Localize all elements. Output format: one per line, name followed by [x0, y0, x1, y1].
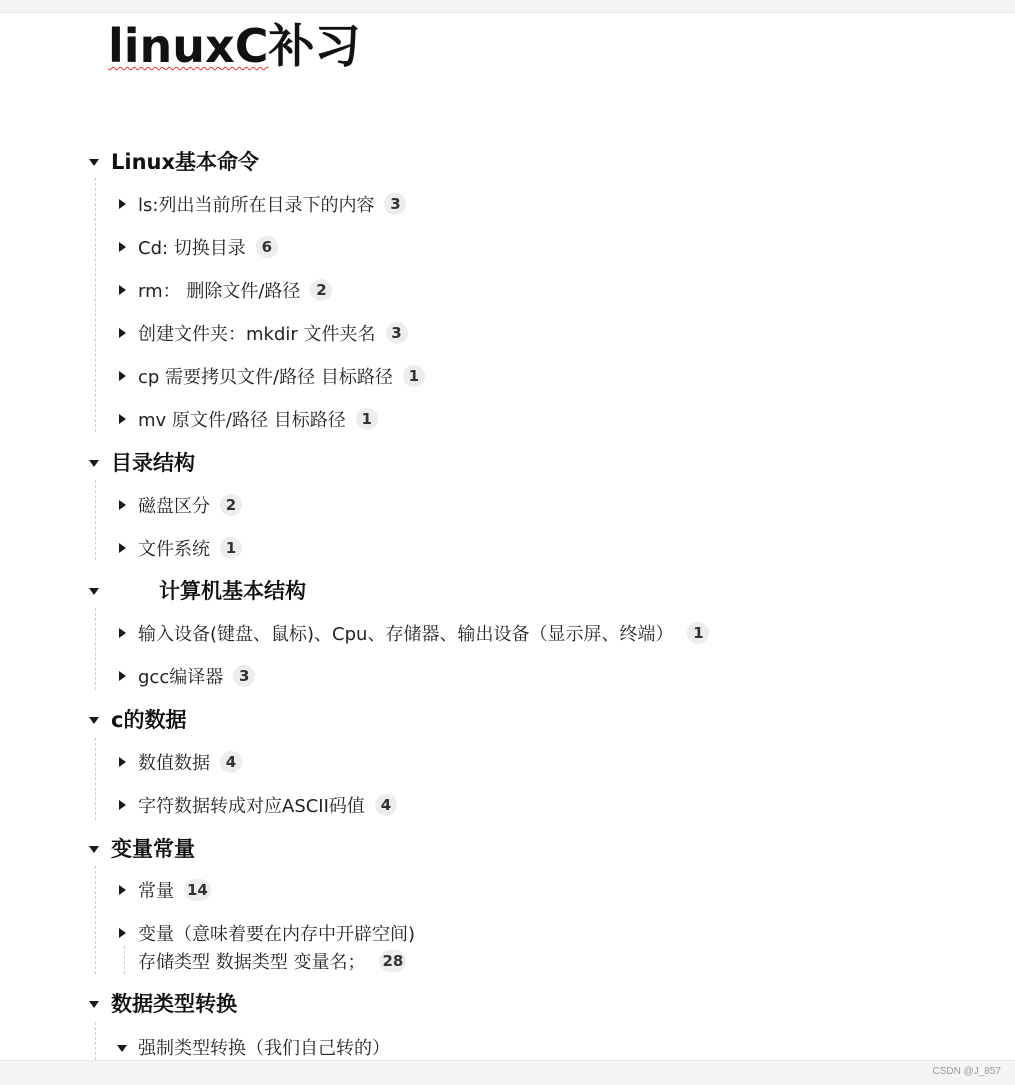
child-count-badge: 3: [233, 665, 255, 687]
child-count-badge: 1: [220, 537, 242, 559]
caret-right-icon[interactable]: [119, 928, 126, 938]
caret-down-icon[interactable]: [89, 588, 99, 595]
list-item[interactable]: [119, 876, 211, 904]
caret-right-icon[interactable]: [119, 199, 126, 209]
tree-guide-line: [95, 178, 96, 432]
caret-down-icon[interactable]: [89, 717, 99, 724]
section-label: 目录结构: [111, 451, 195, 475]
caret-right-icon[interactable]: [119, 543, 126, 553]
caret-right-icon[interactable]: [119, 328, 126, 338]
child-count-badge: 1: [403, 365, 425, 387]
title-suffix: 补习: [268, 19, 361, 73]
item-continuation-text: 存储类型 数据类型 变量名；: [138, 952, 366, 973]
caret-right-icon[interactable]: [119, 285, 126, 295]
list-item[interactable]: [119, 362, 425, 390]
list-item[interactable]: [119, 619, 709, 647]
tree-guide-line: [95, 480, 96, 560]
section-variables-constants[interactable]: [89, 833, 195, 863]
bottom-status-strip: [0, 1060, 1015, 1085]
list-item[interactable]: [119, 319, 408, 347]
child-count-badge: 4: [375, 794, 397, 816]
title-linuxc: linuxC: [108, 19, 269, 73]
caret-down-icon[interactable]: [89, 1001, 99, 1008]
child-count-badge: 6: [256, 236, 278, 258]
tree-guide-line: [95, 1022, 96, 1060]
item-label: gcc编译器: [138, 667, 224, 688]
item-label: 创建文件夹：mkdir 文件夹名: [138, 324, 376, 345]
list-item[interactable]: [119, 748, 242, 776]
list-item-continuation: [138, 948, 406, 974]
caret-down-icon[interactable]: [89, 846, 99, 853]
list-item[interactable]: [119, 491, 242, 519]
section-computer-structure[interactable]: [89, 575, 306, 605]
caret-down-icon[interactable]: [89, 460, 99, 467]
list-item[interactable]: [119, 791, 397, 819]
tree-guide-line: [95, 866, 96, 974]
list-item[interactable]: [119, 919, 415, 947]
list-item[interactable]: [119, 405, 378, 433]
item-label: 强制类型转换（我们自己转的）: [138, 1038, 390, 1059]
caret-right-icon[interactable]: [119, 885, 126, 895]
section-label: Linux基本命令: [111, 150, 260, 174]
caret-right-icon[interactable]: [119, 757, 126, 767]
section-label: 变量常量: [111, 837, 195, 861]
section-label: c的数据: [111, 708, 187, 732]
section-c-data[interactable]: [89, 704, 186, 734]
child-count-badge: 14: [184, 879, 211, 901]
caret-right-icon[interactable]: [119, 671, 126, 681]
item-label: Cd: 切换目录: [138, 238, 246, 259]
list-item[interactable]: [119, 276, 332, 304]
child-count-badge: 1: [687, 622, 709, 644]
item-continuation-guide: [124, 946, 125, 974]
item-label: 输入设备(键盘、鼠标)、Cpu、存储器、输出设备（显示屏、终端）: [138, 624, 674, 645]
child-count-badge: 28: [379, 950, 406, 972]
list-item[interactable]: [119, 233, 278, 261]
child-count-badge: 4: [220, 751, 242, 773]
caret-right-icon[interactable]: [119, 800, 126, 810]
child-count-badge: 2: [220, 494, 242, 516]
caret-right-icon[interactable]: [119, 414, 126, 424]
child-count-badge: 2: [310, 279, 332, 301]
item-label: cp 需要拷贝文件/路径 目标路径: [138, 367, 393, 388]
section-label: 数据类型转换: [111, 992, 237, 1016]
caret-down-icon[interactable]: [117, 1045, 127, 1052]
top-toolbar-strip: [0, 0, 1015, 13]
item-label: 字符数据转成对应ASCII码值: [138, 796, 365, 817]
section-linux-commands[interactable]: [89, 146, 259, 176]
item-label: ls:列出当前所在目录下的内容: [138, 195, 375, 216]
page-title: [108, 14, 360, 78]
caret-right-icon[interactable]: [119, 628, 126, 638]
child-count-badge: 3: [386, 322, 408, 344]
child-count-badge: 1: [356, 408, 378, 430]
child-count-badge: 3: [384, 193, 406, 215]
tree-guide-line: [95, 608, 96, 690]
watermark: CSDN @J_857: [932, 1066, 1001, 1077]
section-directory-structure[interactable]: [89, 447, 195, 477]
list-item[interactable]: [119, 534, 242, 562]
section-label: 计算机基本结构: [159, 579, 306, 603]
item-label: mv 原文件/路径 目标路径: [138, 410, 346, 431]
item-label: 数值数据: [138, 753, 210, 774]
item-label: 变量（意味着要在内存中开辟空间): [138, 924, 416, 945]
item-label: 文件系统: [138, 539, 210, 560]
item-label: 常量: [138, 881, 174, 902]
caret-down-icon[interactable]: [89, 159, 99, 166]
caret-right-icon[interactable]: [119, 371, 126, 381]
item-label: 磁盘区分: [138, 496, 210, 517]
caret-right-icon[interactable]: [119, 242, 126, 252]
item-label: rm： 删除文件/路径: [138, 281, 301, 302]
caret-right-icon[interactable]: [119, 500, 126, 510]
tree-guide-line: [95, 738, 96, 820]
section-type-conversion[interactable]: [89, 988, 237, 1018]
list-item[interactable]: [117, 1033, 390, 1061]
list-item[interactable]: [119, 662, 255, 690]
list-item[interactable]: [119, 190, 406, 218]
